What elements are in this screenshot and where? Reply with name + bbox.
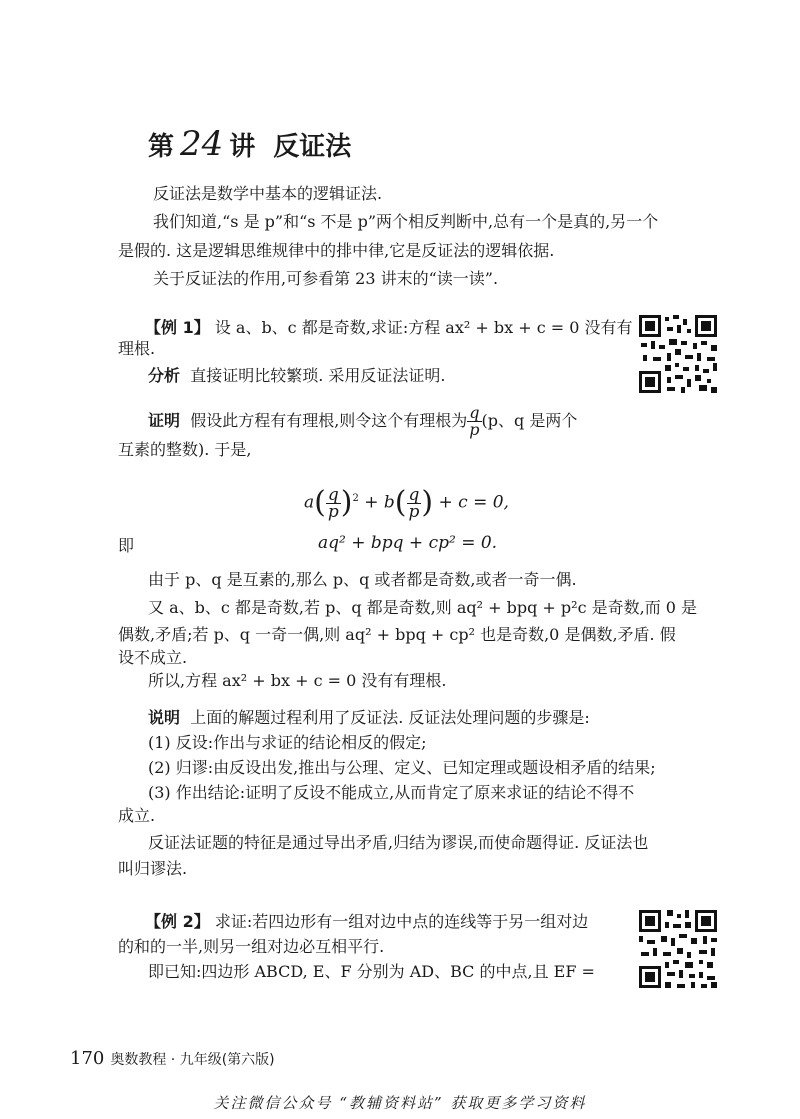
chapter-title xyxy=(148,124,352,164)
chapter-number: 24 xyxy=(180,124,224,164)
intro-line-1: 反证法是数学中基本的逻辑证法. xyxy=(153,184,383,203)
equation-1: a( $\frac{q}{p}$ )$^2$ + b( $\frac{q}{p}$ ) + c = 0, xyxy=(304,484,509,522)
book-title: 奥数教程 · 九年级(第六版) xyxy=(110,1052,275,1068)
example1-statement: 设 a、b、c 都是奇数,求证:方程 ax² + bx + c = 0 没有有 xyxy=(214,318,633,337)
intro-line-2: 我们知道,“s 是 p”和“s 不是 p”两个相反判断中,总有一个是真的,另一个 xyxy=(153,212,659,231)
example1-line2: 理根. xyxy=(118,339,156,358)
note-label: 说明 xyxy=(148,708,181,727)
note-text: 上面的解题过程利用了反证法. 反证法处理问题的步骤是: xyxy=(190,708,590,727)
chapter-prefix: 第 xyxy=(148,132,175,162)
para2-line3: 设不成立. xyxy=(118,648,188,667)
para2-line1: 又 a、b、c 都是奇数,若 p、q 都是奇数,则 aq² + bpq + p²c 是奇数,而 0 是 xyxy=(148,598,698,617)
intro-line-4: 关于反证法的作用,可参看第 23 讲末的“读一读”. xyxy=(153,269,499,288)
proof-line2: 互素的整数). 于是, xyxy=(118,440,252,459)
qr-code-icon xyxy=(637,313,719,395)
example2-given: 即已知:四边形 ABCD, E、F 分别为 AD、BC 的中点,且 EF = xyxy=(148,962,595,981)
example1-label: 【例 1】 xyxy=(145,318,210,337)
analysis-text: 直接证明比较繁琐. 采用反证法证明. xyxy=(190,366,446,385)
proof-text-b: (p、q 是两个 xyxy=(481,411,578,430)
example2-label: 【例 2】 xyxy=(145,912,210,931)
step2: (2) 归谬:由反设出发,推出与公理、定义、已知定理或题设相矛盾的结果; xyxy=(148,758,656,777)
feature-line1: 反证法证题的特征是通过导出矛盾,归结为谬误,而使命题得证. 反证法也 xyxy=(148,833,649,852)
proof-line1 xyxy=(148,403,577,439)
qr-code-icon xyxy=(637,908,719,990)
proof-fraction: $\frac{q}{p}$ xyxy=(469,403,480,439)
page-number: 170 xyxy=(70,1048,105,1069)
page-footer xyxy=(70,1048,275,1069)
analysis-label: 分析 xyxy=(148,366,181,385)
step3-line2: 成立. xyxy=(118,806,156,825)
chapter-suffix: 讲 xyxy=(229,132,256,162)
note-line1 xyxy=(148,708,590,728)
analysis-line xyxy=(148,366,445,386)
conclusion: 所以,方程 ax² + bx + c = 0 没有有理根. xyxy=(148,671,447,690)
para1: 由于 p、q 是互素的,那么 p、q 或者都是奇数,或者一奇一偶. xyxy=(148,570,577,589)
bottom-note: 关注微信公众号 “教辅资料站” 获取更多学习资料 xyxy=(213,1094,587,1112)
proof-label: 证明 xyxy=(148,411,181,430)
equation-2: aq² + bpq + cp² = 0. xyxy=(318,533,498,553)
chapter-name: 反证法 xyxy=(273,132,352,162)
example1-line1 xyxy=(145,318,633,338)
feature-line2: 叫归谬法. xyxy=(118,859,188,878)
para2-line2: 偶数,矛盾;若 p、q 一奇一偶,则 aq² + bpq + cp² 也是奇数,0 是偶数,矛盾. 假 xyxy=(118,625,676,644)
example2-line2: 的和的一半,则另一组对边必互相平行. xyxy=(118,937,385,956)
example2-statement: 求证:若四边形有一组对边中点的连线等于另一组对边 xyxy=(214,912,589,931)
proof-text-a: 假设此方程有有理根,则令这个有理根为 xyxy=(190,411,468,430)
example2-line1 xyxy=(145,912,588,932)
ji-label: 即 xyxy=(118,536,135,555)
step1: (1) 反设:作出与求证的结论相反的假定; xyxy=(148,733,427,752)
intro-line-3: 是假的. 这是逻辑思维规律中的排中律,它是反证法的逻辑依据. xyxy=(118,241,555,260)
step3-line1: (3) 作出结论:证明了反设不能成立,从而肯定了原来求证的结论不得不 xyxy=(148,783,635,802)
